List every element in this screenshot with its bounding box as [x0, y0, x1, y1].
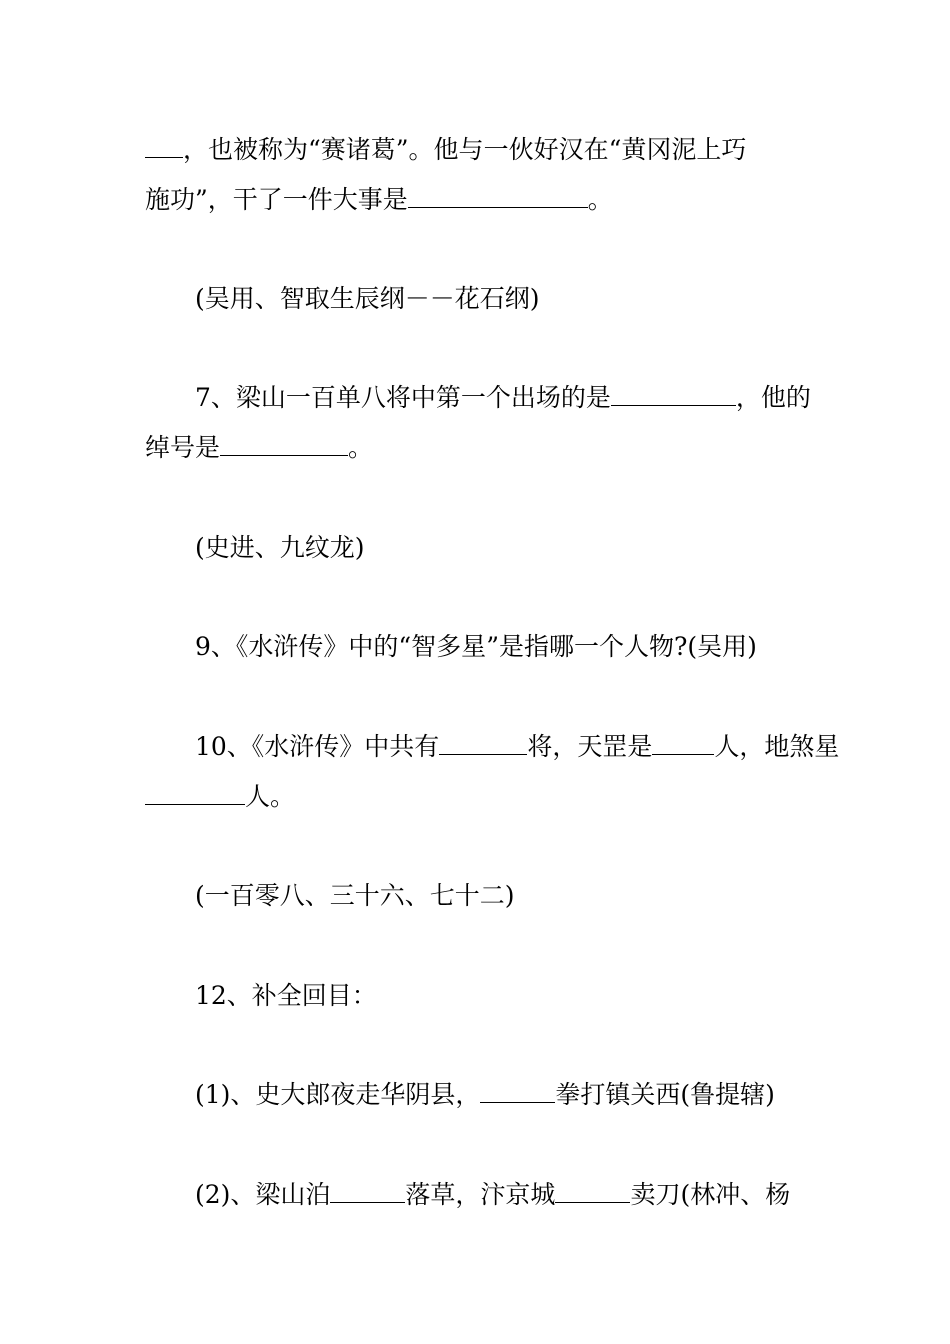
fill-blank: [220, 433, 348, 456]
text-segment: 人，地煞星: [714, 732, 840, 761]
text-segment: 将，天罡是: [527, 732, 653, 761]
question-9-line: [195, 632, 810, 662]
text-segment: 7、梁山一百单八将中第一个出场的是: [195, 383, 611, 412]
question-12-heading: [195, 981, 810, 1011]
text-segment: 卖刀(林冲、杨: [630, 1180, 791, 1209]
question-7-line-1: [195, 383, 810, 413]
question-10-line-2: [145, 782, 810, 812]
text-segment: 绰号是: [145, 433, 221, 462]
text-segment: (1)、史大郎夜走华阴县，: [195, 1080, 481, 1109]
text-segment: 施功”，干了一件大事是: [145, 185, 408, 214]
fill-blank: [330, 1180, 405, 1203]
fill-blank: [652, 732, 714, 755]
answer-line-2: [195, 533, 810, 563]
text-segment: 拳打镇关西(鲁提辖): [555, 1080, 775, 1109]
answer-line-1: [195, 284, 810, 314]
fill-blank: [145, 782, 245, 805]
fill-blank: [439, 732, 527, 755]
question-10-line-1: [195, 732, 840, 762]
text-segment: 人。: [245, 782, 296, 811]
fill-blank: [480, 1080, 555, 1103]
text-line-1: [145, 135, 810, 165]
question-7-line-2: [145, 433, 810, 463]
text-segment: ，也被称为“赛诸葛”。他与一伙好汉在“黄冈泥上巧: [183, 135, 747, 164]
text-segment: 10、《水浒传》中共有: [195, 732, 440, 761]
text-line-2: [145, 185, 810, 215]
answer-line-3: [195, 881, 810, 911]
question-text: 12、补全回目：: [195, 981, 377, 1010]
answer-text: (史进、九纹龙): [195, 533, 365, 562]
text-segment: 落草，汴京城: [405, 1180, 556, 1209]
fill-blank: [408, 185, 588, 208]
answer-text: (一百零八、三十六、七十二): [195, 881, 515, 910]
text-segment: 。: [348, 433, 374, 462]
fill-blank: [145, 135, 183, 158]
fill-blank: [555, 1180, 630, 1203]
answer-text: (吴用、智取生辰纲－－花石纲): [195, 284, 540, 313]
text-segment: 。: [587, 185, 613, 214]
question-12-item-2: [195, 1180, 810, 1210]
text-segment: (2)、梁山泊: [195, 1180, 331, 1209]
fill-blank: [611, 383, 736, 406]
question-12-item-1: [195, 1080, 810, 1110]
text-segment: ，他的: [735, 383, 811, 412]
question-text: 9、《水浒传》中的“智多星”是指哪一个人物?(吴用): [195, 632, 757, 661]
